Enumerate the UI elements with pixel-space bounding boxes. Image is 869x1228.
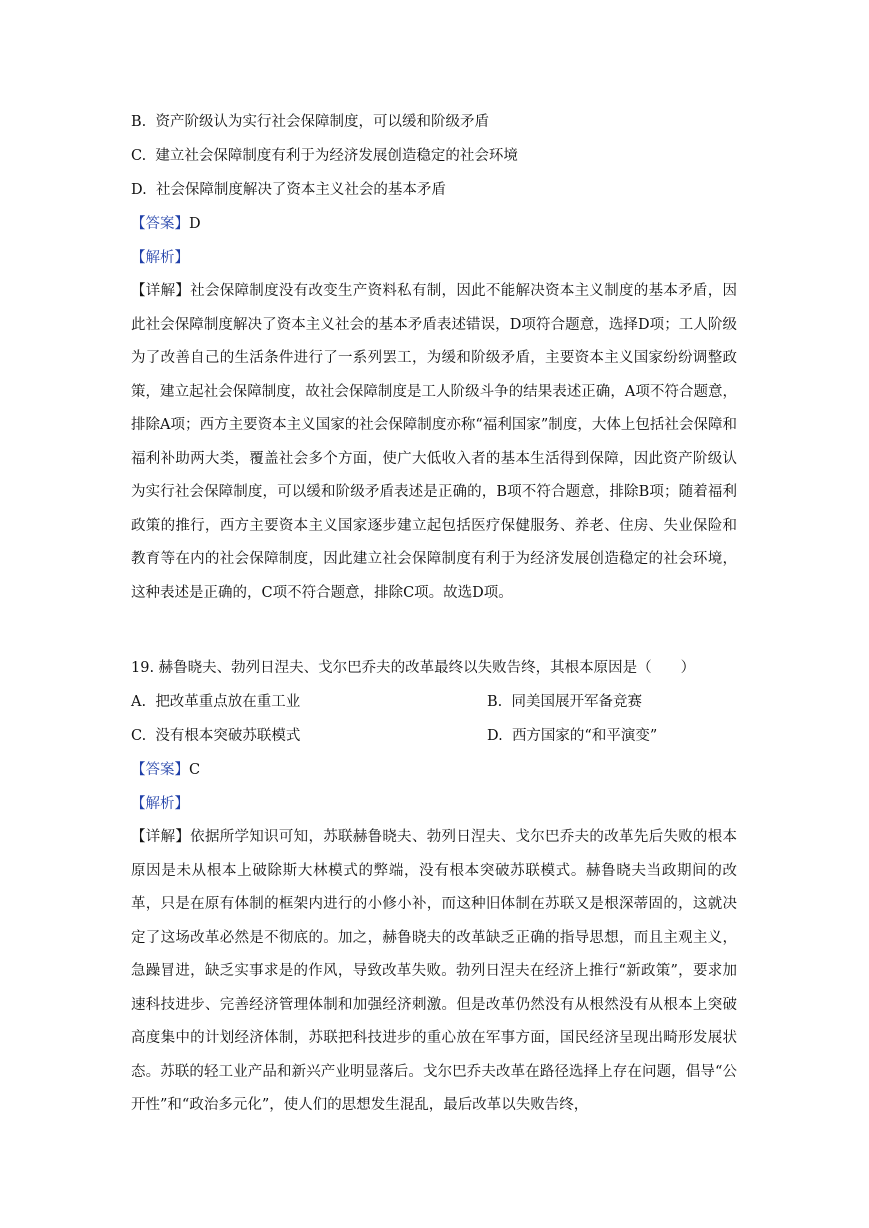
q18-analysis-heading: [131, 248, 189, 268]
option-letter: C.: [131, 728, 147, 744]
option-text: 建立社会保障制度有利于为经济发展创造稳定的社会环境: [155, 148, 518, 164]
option-letter: C.: [131, 148, 147, 164]
detail-tag: 【详解】: [131, 829, 191, 845]
q19-option-a: [131, 692, 300, 712]
option-letter: B.: [131, 114, 147, 130]
q18-option-c: [131, 146, 518, 166]
q19-option-d: [487, 726, 657, 746]
detail-text: 依据所学知识可知，苏联赫鲁晓夫、勃列日涅夫、戈尔巴乔夫的改革先后失败的根本原因是未从根本上破除斯大林模式的弊端，没有根本突破苏联模式。赫鲁晓夫当政期间的改革，只是在原有体制的框架内进行的小修小补，而这种旧体制在苏联又是根深蒂固的，这就决定了这场改革必然是不彻底的。加之，赫鲁晓夫的改革缺乏正确的指导思想，而且主观主义，急躁冒进，缺乏实事求是的作风，导致改革失败。勃列日涅夫在经济上推行“新政策”，要求加速科技进步、完善经济管理体制和加强经济刺激。但是改革仍然没有从根然没有从根本上突破高度集中的计划经济体制，苏联把科技进步的重心放在军事方面，国民经济呈现出畸形发展状态。苏联的轻工业产品和新兴产业明显落后。戈尔巴乔夫改革在路径选择上存在问题，倡导“公开性”和“政治多元化”，使人们的思想发生混乱，最后改革以失败告终，: [131, 829, 738, 1113]
q19-analysis-heading: [131, 794, 189, 814]
option-text: 没有根本突破苏联模式: [155, 728, 301, 744]
q19-detail: [131, 821, 737, 1131]
analysis-tag: 【解析】: [131, 250, 189, 266]
q19-option-b: [487, 692, 642, 712]
option-letter: D.: [131, 182, 147, 198]
answer-value: C: [189, 762, 201, 778]
q18-detail: [131, 275, 737, 615]
option-text: 社会保障制度解决了资本主义社会的基本矛盾: [155, 182, 446, 198]
q19-answer: [131, 760, 200, 780]
analysis-tag: 【解析】: [131, 796, 189, 812]
q19-option-c: [131, 726, 300, 746]
option-text: 资产阶级认为实行社会保障制度，可以缓和阶级矛盾: [155, 114, 489, 130]
answer-value: D: [189, 216, 201, 232]
option-text: 同美国展开军备竞赛: [511, 694, 642, 710]
detail-tag: 【详解】: [131, 283, 191, 299]
detail-text: 社会保障制度没有改变生产资料私有制，因此不能解决资本主义制度的基本矛盾，因此社会保障制度解决了资本主义社会的基本矛盾表述错误，D项符合题意，选择D项；工人阶级为了改善自己的生活条件进行了一系列罢工，为缓和阶级矛盾，主要资本主义国家纷纷调整政策，建立起社会保障制度，故社会保障制度是工人阶级斗争的结果表述正确，A项不符合题意，排除A项；西方主要资本主义国家的社会保障制度亦称“福利国家”制度，大体上包括社会保障和福利补助两大类，覆盖社会多个方面，使广大低收入者的基本生活得到保障，因此资产阶级认为实行社会保障制度，可以缓和阶级矛盾表述是正确的，B项不符合题意，排除B项；随着福利政策的推行，西方主要资本主义国家逐步建立起包括医疗保健服务、养老、住房、失业保险和教育等在内的社会保障制度，因此建立社会保障制度有利于为经济发展创造稳定的社会环境，这种表述是正确的，C项不符合题意，排除C项。故选D项。: [131, 283, 738, 601]
q18-option-d: [131, 180, 446, 200]
option-letter: B.: [487, 694, 503, 710]
option-text: 西方国家的“和平演变”: [511, 728, 658, 744]
answer-tag: 【答案】: [131, 762, 189, 778]
option-letter: D.: [487, 728, 503, 744]
q18-answer: [131, 214, 201, 234]
option-text: 把改革重点放在重工业: [155, 694, 301, 710]
q19-stem: 19. 赫鲁晓夫、勃列日涅夫、戈尔巴乔夫的改革最终以失败告终，其根本原因是（ ）: [131, 660, 696, 676]
answer-tag: 【答案】: [131, 216, 189, 232]
option-letter: A.: [131, 694, 147, 710]
q18-option-b: [131, 112, 489, 132]
